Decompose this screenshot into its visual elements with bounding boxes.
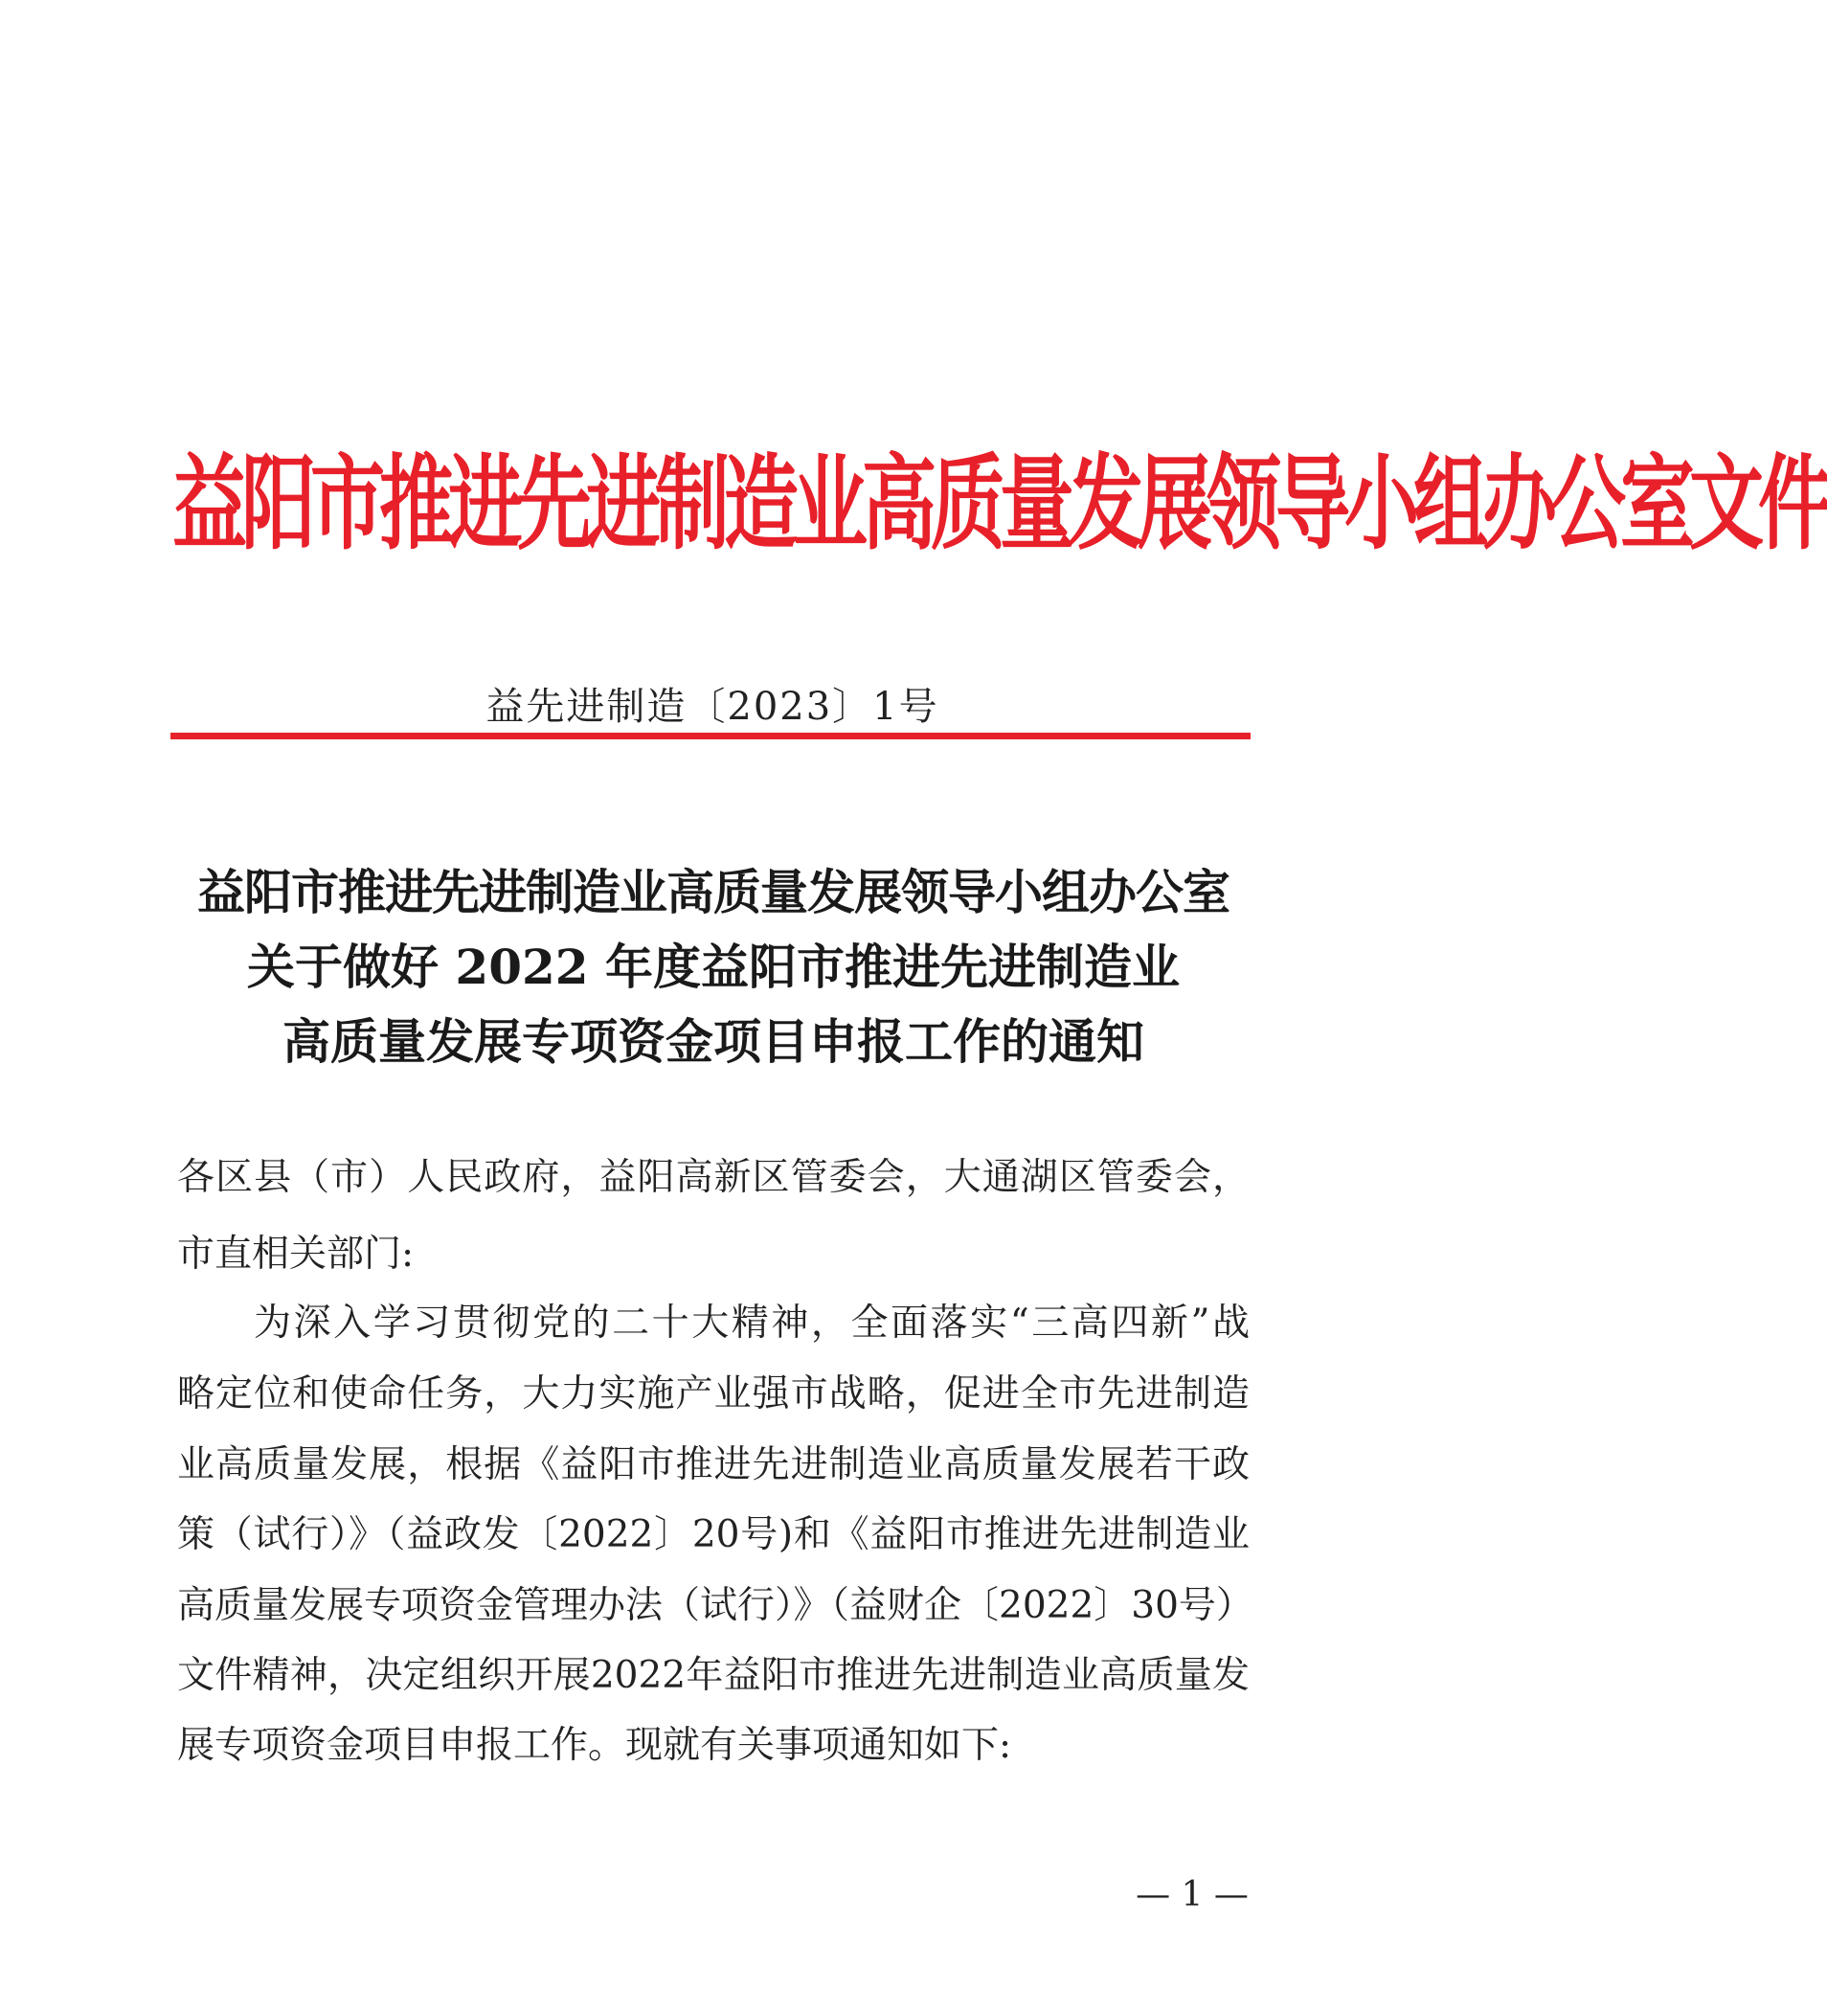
notice-title-line-2: 关于做好 2022 年度益阳市推进先进制造业 bbox=[247, 939, 1180, 995]
body-line-2: 略定位和使命任务，大力实施产业强市战略，促进全市先进制造 bbox=[177, 1372, 1250, 1416]
masthead-title: 益阳市推进先进制造业高质量发展领导小组办公室文件 bbox=[172, 443, 1827, 565]
body-line-7: 展专项资金项目申报工作。现就有关事项通知如下: bbox=[177, 1724, 1012, 1767]
body-line-5: 高质量发展专项资金管理办法（试行）》（益财企〔2022〕30号） bbox=[177, 1584, 1253, 1627]
addressee-line-1: 各区县（市）人民政府，益阳高新区管委会，大通湖区管委会， bbox=[177, 1156, 1250, 1199]
document-number: 益先进制造〔2023〕1号 bbox=[485, 685, 939, 729]
body-line-4: 策（试行）》（益政发〔2022〕20号)和《益阳市推进先进制造业 bbox=[177, 1513, 1250, 1556]
notice-title-line-3: 高质量发展专项资金项目申报工作的通知 bbox=[282, 1013, 1144, 1070]
body-line-1: 为深入学习贯彻党的二十大精神，全面落实“三高四新”战 bbox=[254, 1302, 1250, 1345]
notice-title-line-1: 益阳市推进先进制造业高质量发展领导小组办公室 bbox=[197, 864, 1229, 920]
page-number: — 1 — bbox=[1136, 1875, 1249, 1914]
body-line-3: 业高质量发展，根据《益阳市推进先进制造业高质量发展若干政 bbox=[177, 1443, 1250, 1486]
body-line-6: 文件精神，决定组织开展2022年益阳市推进先进制造业高质量发 bbox=[177, 1654, 1250, 1697]
red-divider-line bbox=[170, 733, 1251, 739]
addressee-line-2: 市直相关部门: bbox=[177, 1233, 415, 1276]
